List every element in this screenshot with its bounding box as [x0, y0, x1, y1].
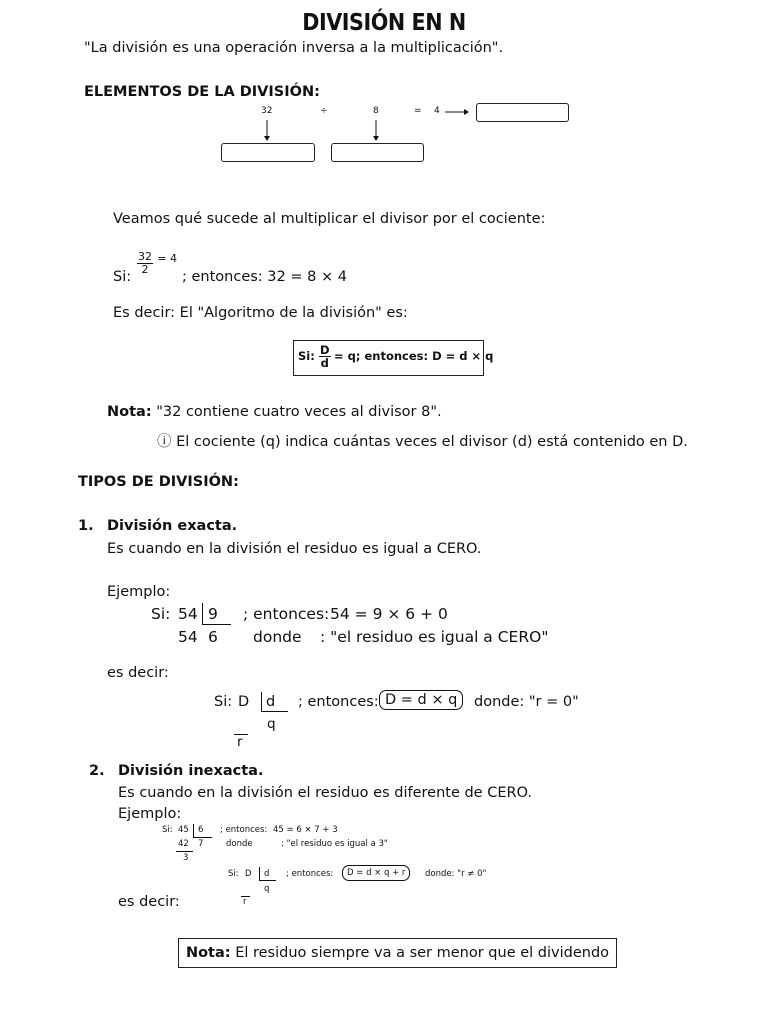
multiply-text: Veamos qué sucede al multiplicar el divisor por el cociente: — [113, 211, 546, 227]
inexacta-equation: 45 = 6 × 7 + 3 — [273, 825, 338, 835]
tipos-heading: TIPOS DE DIVISIÓN: — [78, 474, 239, 490]
inexacta-gen-donde: donde: "r ≠ 0" — [425, 869, 487, 879]
elements-quotient: 4 — [434, 106, 440, 116]
exacta-gen-si: Si: — [214, 694, 233, 710]
algo-den: d — [320, 356, 329, 371]
inexacta-ejemplo: Ejemplo: — [118, 806, 182, 822]
divisor-answer-box[interactable] — [331, 143, 424, 162]
exacta-bracket-v — [202, 603, 203, 624]
info-icon: ⓘ — [157, 434, 172, 450]
inexacta-donde: donde — [226, 839, 253, 849]
exacta-ejemplo: Ejemplo: — [107, 584, 171, 600]
inexacta-then: ; entonces: — [220, 825, 268, 835]
exacta-si: Si: — [151, 605, 171, 623]
si-eq: = 4 — [157, 252, 178, 265]
exacta-gen-r: r — [237, 734, 243, 750]
exacta-sub: 54 — [178, 628, 198, 646]
algo-si: Si: — [298, 349, 315, 363]
final-note-box — [178, 938, 617, 968]
page-title: DIVISIÓN EN N — [302, 10, 466, 36]
exacta-es-decir: es decir: — [107, 665, 169, 681]
inexacta-remainder: 3 — [183, 853, 189, 863]
inexacta-gen-D: D — [245, 869, 252, 879]
inexacta-es-decir: es decir: — [118, 894, 180, 910]
exacta-donde: donde — [253, 628, 302, 646]
inexacta-si: Si: — [162, 825, 173, 835]
quotient-answer-box[interactable] — [476, 103, 569, 122]
inexacta-divisor: 6 — [198, 825, 204, 835]
exacta-then: ; entonces: — [243, 605, 330, 623]
info-text: El cociente (q) indica cuántas veces el divisor (d) está contenido en D. — [176, 434, 688, 450]
inexacta-bracket-v — [193, 824, 194, 837]
exacta-divisor: 9 — [208, 605, 218, 623]
algorithm-text: Es decir: El "Algoritmo de la división" es: — [113, 305, 408, 321]
arrowhead-quotient — [464, 109, 469, 115]
algo-num: D — [320, 343, 330, 357]
elements-heading: ELEMENTOS DE LA DIVISIÓN: — [84, 84, 320, 100]
intro-quote: "La división es una operación inversa a la multiplicación". — [84, 40, 504, 56]
exacta-gen-donde: donde: "r = 0" — [474, 694, 579, 710]
si-fraction — [137, 251, 177, 275]
exacta-gen-formula: D = d × q — [379, 690, 463, 710]
final-note-label: Nota: — [185, 945, 231, 961]
inexacta-gen-formula: D = d × q + r — [342, 865, 410, 881]
inexacta-bracket-h — [193, 837, 212, 838]
algorithm-box — [293, 340, 494, 376]
si-rest: ; entonces: 32 = 8 × 4 — [182, 269, 347, 285]
inexacta-dividend: 45 — [178, 825, 189, 835]
inexacta-gen-then: ; entonces: — [286, 869, 334, 879]
elements-divide-sign: ÷ — [320, 106, 328, 116]
final-note-text: El residuo siempre va a ser menor que el dividendo — [235, 945, 610, 961]
si-num: 32 — [138, 250, 152, 263]
inexacta-gen-bracket-h — [259, 880, 276, 881]
nota1 — [107, 404, 442, 420]
elements-dividend: 32 — [261, 106, 273, 116]
exacta-gen-D: D — [238, 694, 250, 710]
exacta-equation: 54 = 9 × 6 + 0 — [330, 605, 448, 623]
exacta-number: 1. — [78, 518, 94, 534]
elements-equals: = — [414, 106, 422, 116]
nota1-text: "32 contiene cuatro veces al divisor 8". — [156, 404, 442, 420]
inexacta-gen-bracket-v — [259, 867, 260, 880]
exacta-gen-then: ; entonces: — [298, 694, 379, 710]
si-label: Si: — [113, 269, 132, 285]
inexacta-donde-text: : "el residuo es igual a 3" — [281, 839, 388, 849]
exacta-title: División exacta. — [107, 518, 238, 534]
arrowhead-dividend — [264, 136, 270, 141]
exacta-desc: Es cuando en la división el residuo es igual a CERO. — [107, 541, 482, 557]
exacta-dividend: 54 — [178, 605, 198, 623]
inexacta-number: 2. — [89, 763, 105, 779]
nota1-info — [157, 430, 688, 451]
inexacta-desc: Es cuando en la división el residuo es diferente de CERO. — [118, 785, 533, 801]
exacta-bracket-h — [202, 624, 231, 625]
inexacta-gen-q: q — [264, 884, 270, 894]
arrowhead-divisor — [373, 136, 379, 141]
inexacta-sub: 42 — [178, 839, 189, 849]
inexacta-gen-d: d — [264, 869, 270, 879]
inexacta-quotient: 7 — [198, 839, 204, 849]
exacta-gen-q: q — [267, 716, 276, 732]
exacta-donde-text: : "el residuo es igual a CERO" — [320, 628, 549, 646]
exacta-gen-d: d — [266, 694, 276, 710]
dividend-answer-box[interactable] — [221, 143, 315, 162]
elements-divisor: 8 — [373, 106, 379, 116]
exacta-quotient: 6 — [208, 628, 218, 646]
si-den: 2 — [141, 262, 149, 276]
algo-rest: = q; entonces: D = d × q — [334, 349, 494, 363]
exacta-gen-bracket-h — [261, 711, 288, 712]
nota1-label: Nota: — [107, 404, 152, 420]
inexacta-gen-r: r — [243, 897, 247, 907]
inexacta-title: División inexacta. — [118, 763, 264, 779]
inexacta-gen-si: Si: — [228, 869, 239, 879]
exacta-gen-bracket-v — [261, 692, 262, 711]
inexacta-sub-line — [176, 851, 193, 852]
